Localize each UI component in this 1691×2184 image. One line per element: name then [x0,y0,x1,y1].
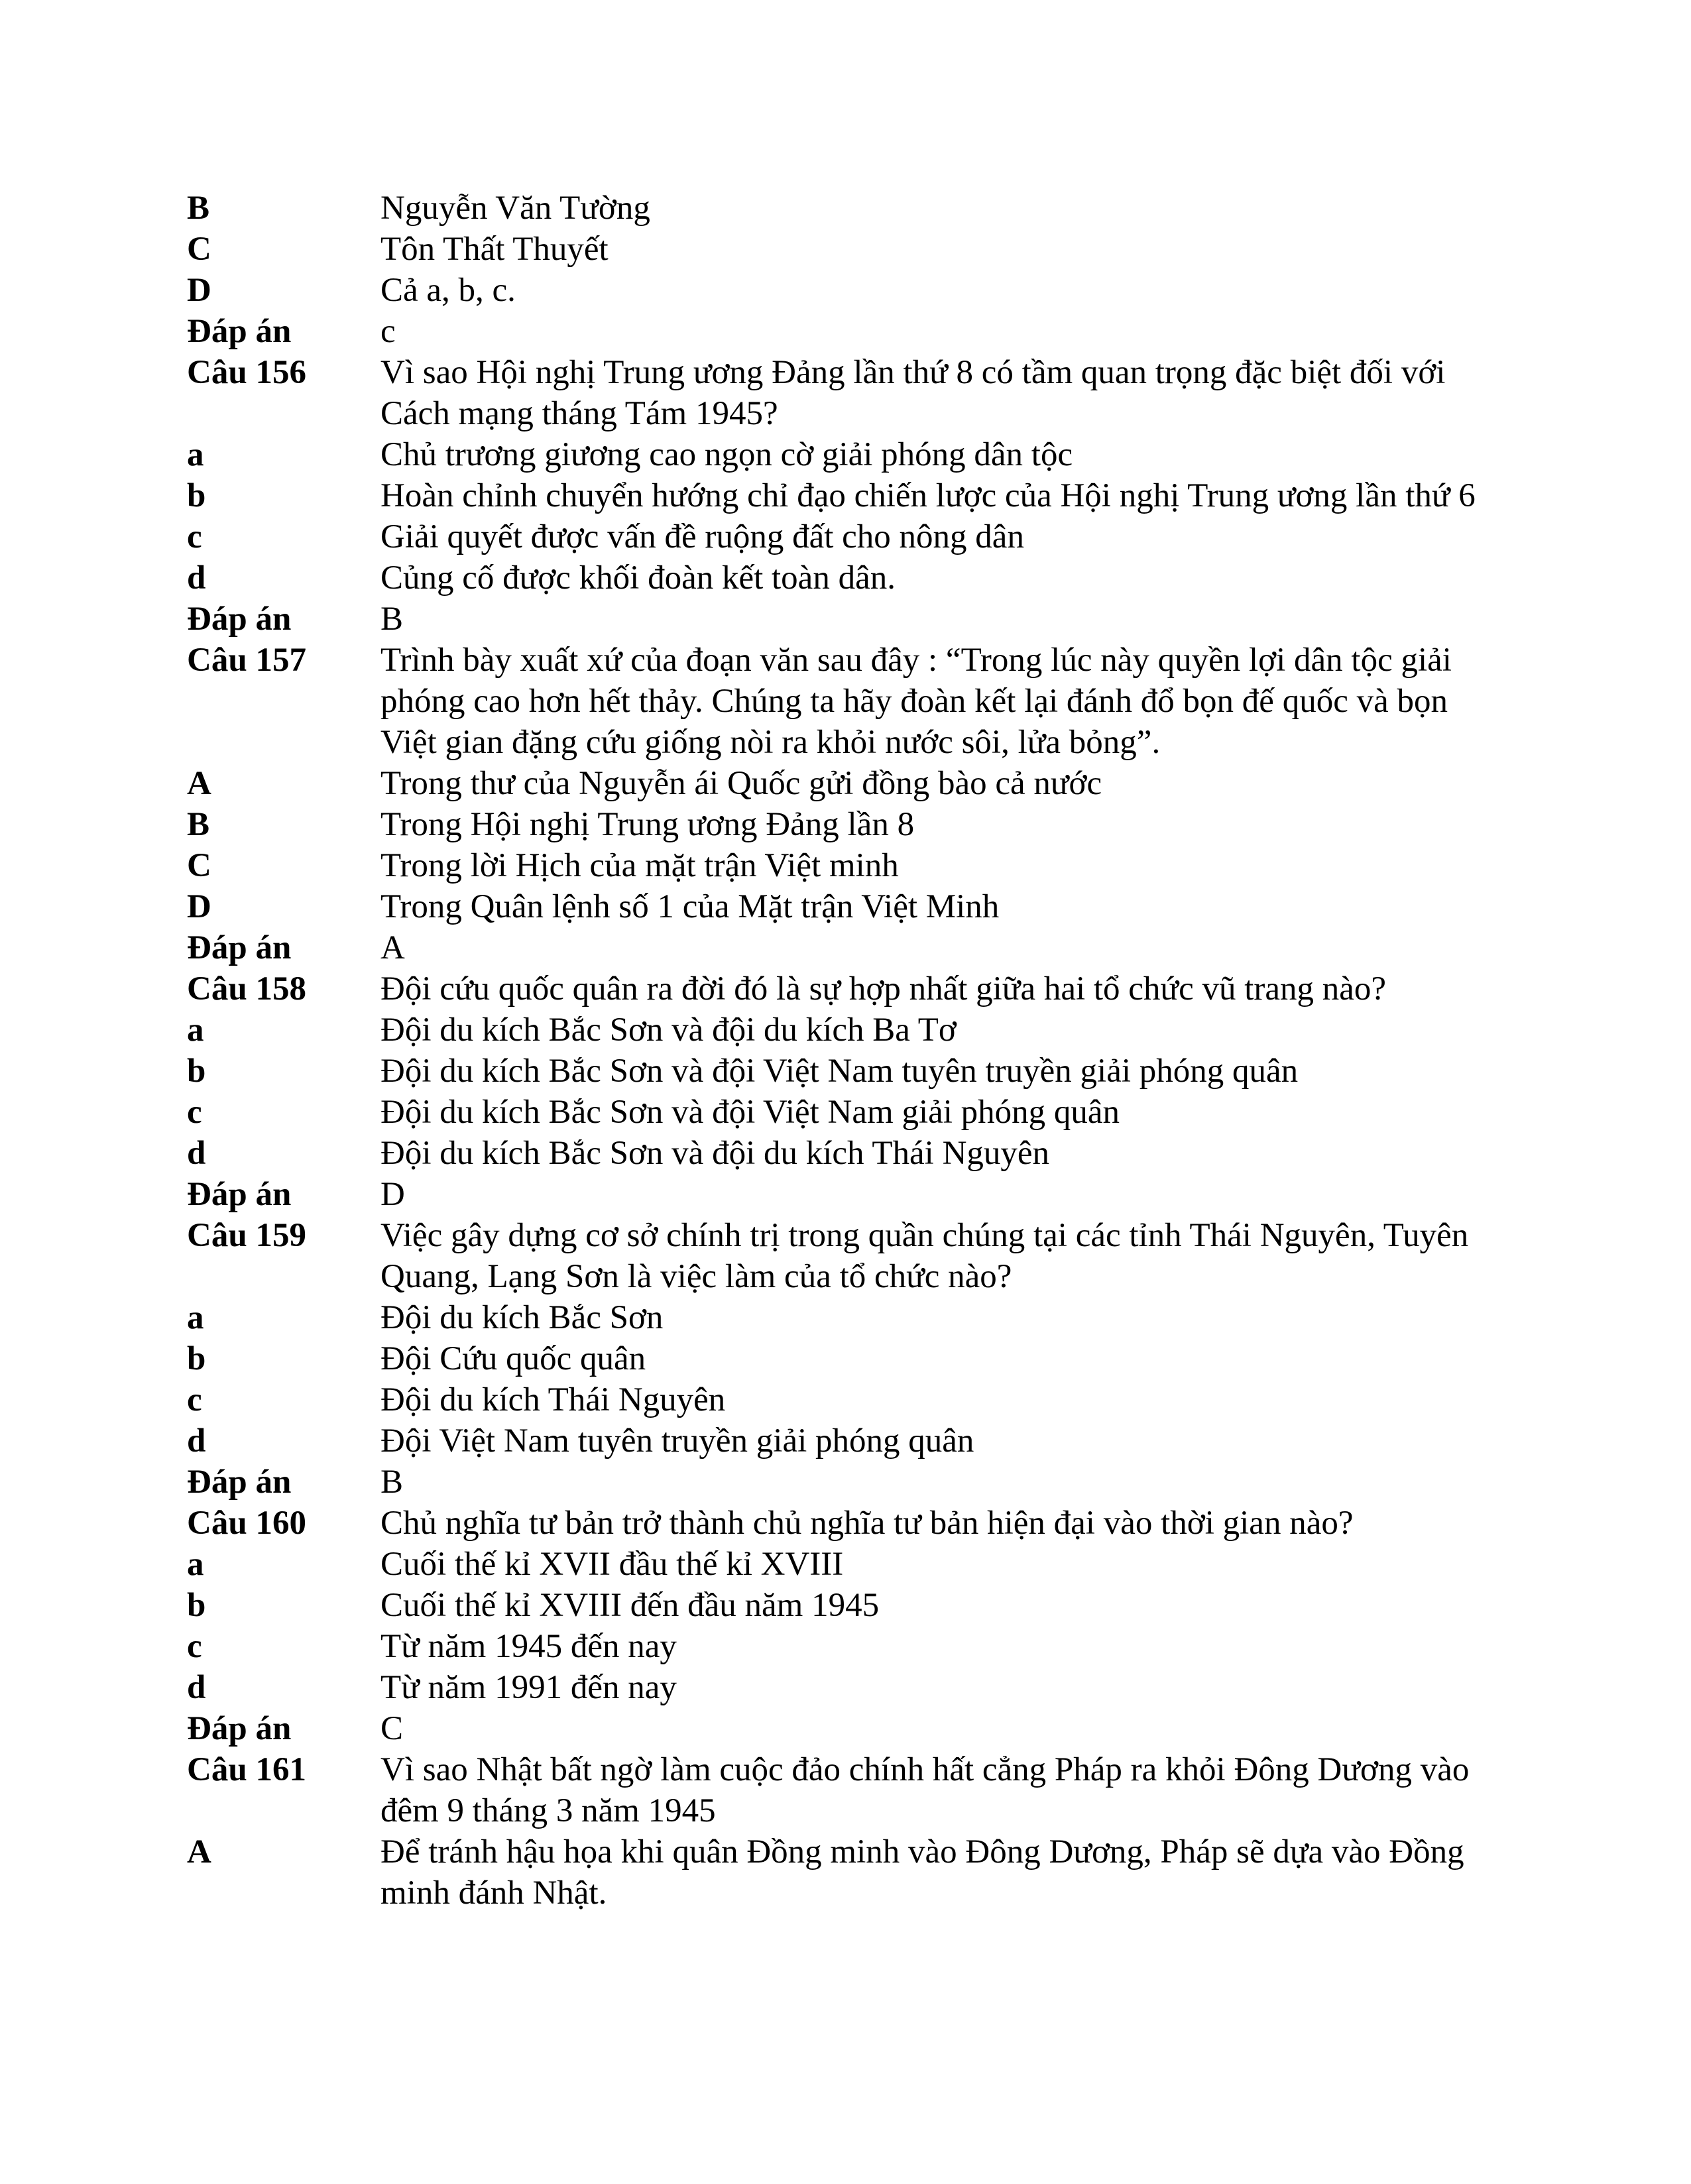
row-text: Đội du kích Bắc Sơn và đội du kích Ba Tơ [380,1011,957,1049]
row-label: d [187,1669,206,1706]
row-text: Đội du kích Bắc Sơn và đội Việt Nam giải phóng quân [380,1094,1120,1131]
answer-option-row [187,270,1480,311]
answer-option-row [187,1051,1480,1092]
row-text: Việc gây dựng cơ sở chính trị trong quần chúng tại các tỉnh Thái Nguyên, Tuyên Quang, Lạng Sơn là việc làm của tổ chức nào? [380,1217,1469,1295]
answer-option-row [187,1133,1480,1174]
question-row [187,1503,1480,1544]
row-label: Đáp án [187,929,292,966]
row-label: Đáp án [187,1464,292,1501]
answer-option-row [187,886,1480,927]
row-text: B [380,1464,404,1501]
answer-option-row [187,763,1480,804]
row-label: d [187,559,206,597]
question-row [187,1749,1480,1831]
document-page [187,188,1480,1914]
row-label: Câu 158 [187,970,306,1007]
row-text: Củng cố được khối đoàn kết toàn dân. [380,559,896,597]
row-text: Cuối thế kỉ XVIII đến đầu năm 1945 [380,1587,880,1624]
answer-option-row [187,516,1480,557]
row-label: a [187,1011,204,1049]
question-row [187,1215,1480,1297]
row-text: D [380,1176,405,1213]
row-label: d [187,1422,206,1460]
row-label: D [187,272,211,309]
row-label: b [187,1587,206,1624]
row-label: c [187,1628,202,1665]
row-text: Nguyễn Văn Tường [380,190,650,227]
row-text: C [380,1710,404,1747]
row-label: Đáp án [187,1710,292,1747]
answer-key-row [187,1462,1480,1503]
answer-key-row [187,599,1480,640]
row-label: c [187,518,202,555]
answer-option-row [187,1420,1480,1462]
row-label: a [187,1299,204,1336]
row-label: c [187,1094,202,1131]
row-label: b [187,1053,206,1090]
row-label: Câu 156 [187,354,306,391]
answer-option-row [187,1585,1480,1626]
row-label: Câu 157 [187,642,306,679]
row-text: Đội cứu quốc quân ra đời đó là sự hợp nhất giữa hai tổ chức vũ trang nào? [380,970,1387,1007]
row-label: A [187,1833,211,1870]
row-text: Đội du kích Thái Nguyên [380,1381,726,1418]
row-label: C [187,231,211,268]
row-text: Trong thư của Nguyễn ái Quốc gửi đồng bào cả nước [380,765,1102,802]
answer-option-row [187,434,1480,475]
answer-key-row [187,311,1480,352]
answer-option-row [187,1338,1480,1379]
row-text: Để tránh hậu họa khi quân Đồng minh vào Đông Dương, Pháp sẽ dựa vào Đồng minh đánh Nhật. [380,1833,1464,1912]
row-text: Trong lời Hịch của mặt trận Việt minh [380,847,899,884]
row-text: Tôn Thất Thuyết [380,231,609,268]
row-text: Vì sao Nhật bất ngờ làm cuộc đảo chính hất cẳng Pháp ra khỏi Đông Dương vào đêm 9 tháng 3 năm 1945 [380,1751,1470,1829]
row-text: Đội du kích Bắc Sơn và đội du kích Thái Nguyên [380,1135,1050,1172]
row-label: b [187,1340,206,1377]
row-label: c [187,1381,202,1418]
row-text: Trong Hội nghị Trung ương Đảng lần 8 [380,806,915,843]
row-label: a [187,1546,204,1583]
answer-option-row [187,1831,1480,1914]
answer-option-row [187,1667,1480,1708]
answer-option-row [187,1009,1480,1051]
row-text: c [380,313,396,350]
row-label: Câu 161 [187,1751,306,1788]
row-label: a [187,436,204,473]
answer-option-row [187,1297,1480,1338]
row-label: D [187,888,211,925]
row-label: C [187,847,211,884]
row-text: B [380,601,404,638]
row-label: A [187,765,211,802]
row-label: Đáp án [187,313,292,350]
row-text: Đội Việt Nam tuyên truyền giải phóng quân [380,1422,974,1460]
answer-option-row [187,229,1480,270]
row-text: Trình bày xuất xứ của đoạn văn sau đây : “Trong lúc này quyền lợi dân tộc giải phóng cao hơn hết thảy. Chúng ta hãy đoàn kết lại đánh đổ bọn đế quốc và bọn Việt gian đặng cứu giống nòi ra khỏi nước sôi, lửa bỏng”. [380,642,1452,761]
row-text: Từ năm 1991 đến nay [380,1669,677,1706]
row-text: Đội du kích Bắc Sơn và đội Việt Nam tuyên truyền giải phóng quân [380,1053,1299,1090]
row-text: Cuối thế kỉ XVII đầu thế kỉ XVIII [380,1546,844,1583]
answer-option-row [187,1626,1480,1667]
row-text: Cả a, b, c. [380,272,516,309]
answer-option-row [187,804,1480,845]
row-label: Câu 160 [187,1505,306,1542]
question-row [187,352,1480,434]
row-label: B [187,806,210,843]
answer-option-row [187,845,1480,886]
answer-key-row [187,927,1480,968]
row-text: Đội du kích Bắc Sơn [380,1299,664,1336]
answer-option-row [187,188,1480,229]
row-text: Đội Cứu quốc quân [380,1340,646,1377]
row-label: Đáp án [187,1176,292,1213]
answer-option-row [187,475,1480,516]
answer-key-row [187,1708,1480,1749]
answer-option-row [187,1379,1480,1420]
answer-option-row [187,557,1480,599]
row-text: Giải quyết được vấn đề ruộng đất cho nông dân [380,518,1024,555]
row-label: b [187,477,206,514]
row-label: Đáp án [187,601,292,638]
answer-option-row [187,1092,1480,1133]
row-text: Chủ nghĩa tư bản trở thành chủ nghĩa tư bản hiện đại vào thời gian nào? [380,1505,1354,1542]
row-label: B [187,190,210,227]
row-label: d [187,1135,206,1172]
row-text: Trong Quân lệnh số 1 của Mặt trận Việt Minh [380,888,1000,925]
row-text: Chủ trương giương cao ngọn cờ giải phóng dân tộc [380,436,1073,473]
row-text: Từ năm 1945 đến nay [380,1628,677,1665]
answer-option-row [187,1544,1480,1585]
answer-key-row [187,1174,1480,1215]
row-text: A [380,929,405,966]
row-label: Câu 159 [187,1217,306,1254]
row-text: Vì sao Hội nghị Trung ương Đảng lần thứ 8 có tầm quan trọng đặc biệt đối với Cách mạng tháng Tám 1945? [380,354,1446,432]
row-text: Hoàn chỉnh chuyển hướng chỉ đạo chiến lược của Hội nghị Trung ương lần thứ 6 [380,477,1476,514]
question-row [187,640,1480,763]
question-row [187,968,1480,1009]
